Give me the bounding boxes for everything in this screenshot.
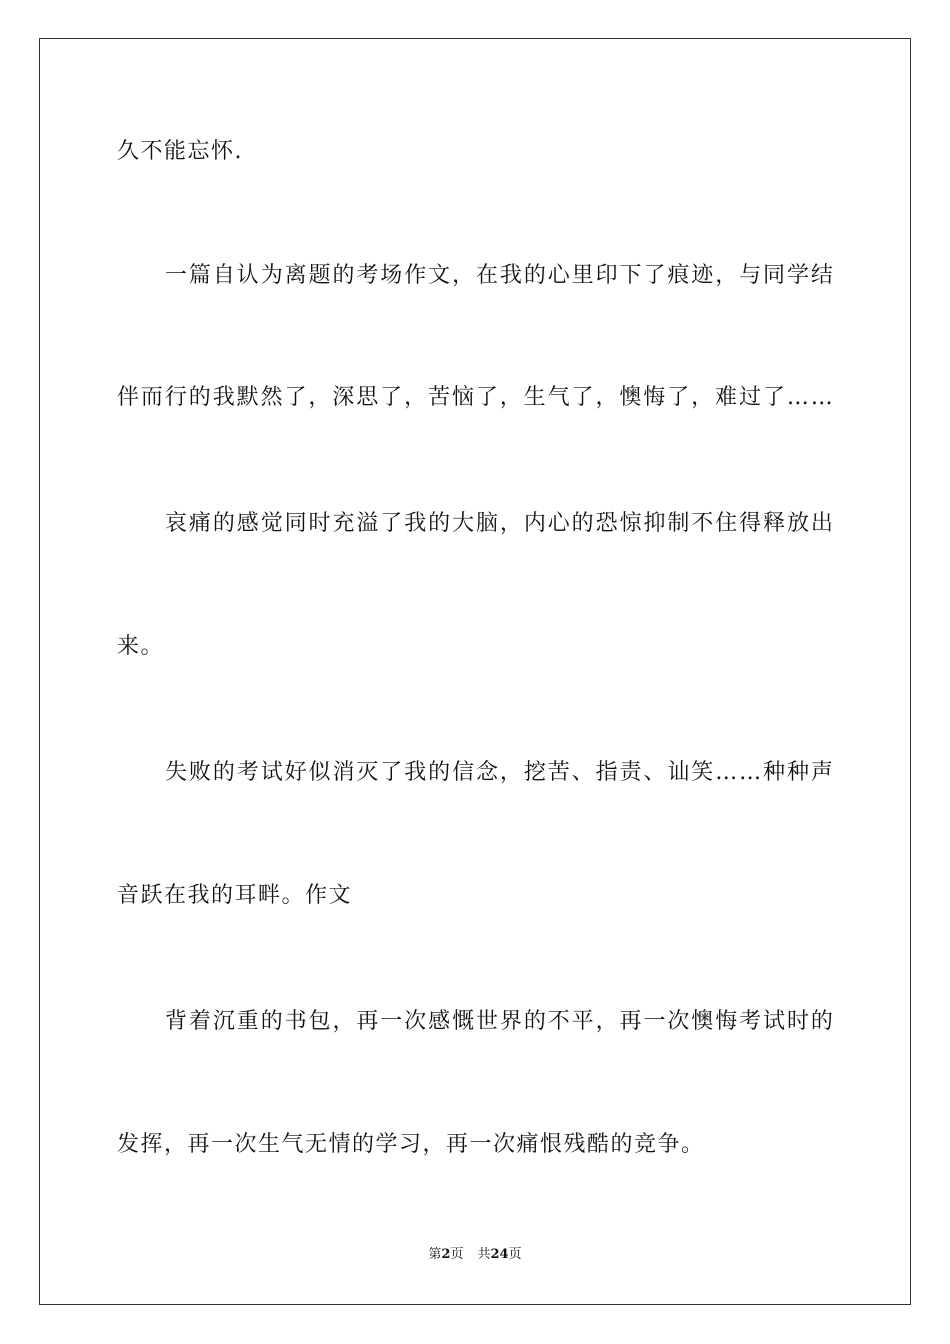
footer-page-prefix: 第 — [428, 1247, 442, 1262]
text-line-3: 伴 而 行 的 我 默 然 了 ， 深 思 了 ， 苦 恼 了 ， 生 气 了 ， 懊 悔 了 ， 难 过 了 … … — [117, 385, 833, 410]
text-line-7: 音跃在我的耳畔。作文 — [117, 883, 353, 908]
footer-page-suffix: 页 — [450, 1247, 464, 1262]
page-footer — [0, 1246, 950, 1264]
footer-page-number: 2 — [441, 1247, 451, 1262]
footer-total-prefix: 共 — [477, 1247, 491, 1262]
text-line-9: 发挥，再一次生气无情的学习，再一次痛恨残酷的竞争。 — [117, 1132, 705, 1157]
text-line-4: 哀 痛 的 感 觉 同 时 充 溢 了 我 的 大 脑 ， 内 心 的 恐 惊 抑 制 不 住 得 释 放 出 — [165, 511, 833, 536]
text-line-2: 一 篇 自 认 为 离 题 的 考 场 作 文 ， 在 我 的 心 里 印 下 了 痕 迹 ， 与 同 学 结 — [165, 263, 833, 288]
text-line-6: 失 败 的 考 试 好 似 消 灭 了 我 的 信 念 ， 挖 苦 、 指 责 、 讪 笑 … … 种 种 声 — [165, 760, 833, 785]
page-border — [39, 38, 911, 1305]
text-line-1: 久不能忘怀. — [117, 139, 243, 164]
footer-total-suffix: 页 — [508, 1247, 522, 1262]
footer-total-number: 24 — [490, 1247, 509, 1262]
text-line-8: 背 着 沉 重 的 书 包 ， 再 一 次 感 慨 世 界 的 不 平 ， 再 一 次 懊 悔 考 试 时 的 — [165, 1009, 833, 1034]
text-line-5: 来。 — [117, 634, 165, 659]
